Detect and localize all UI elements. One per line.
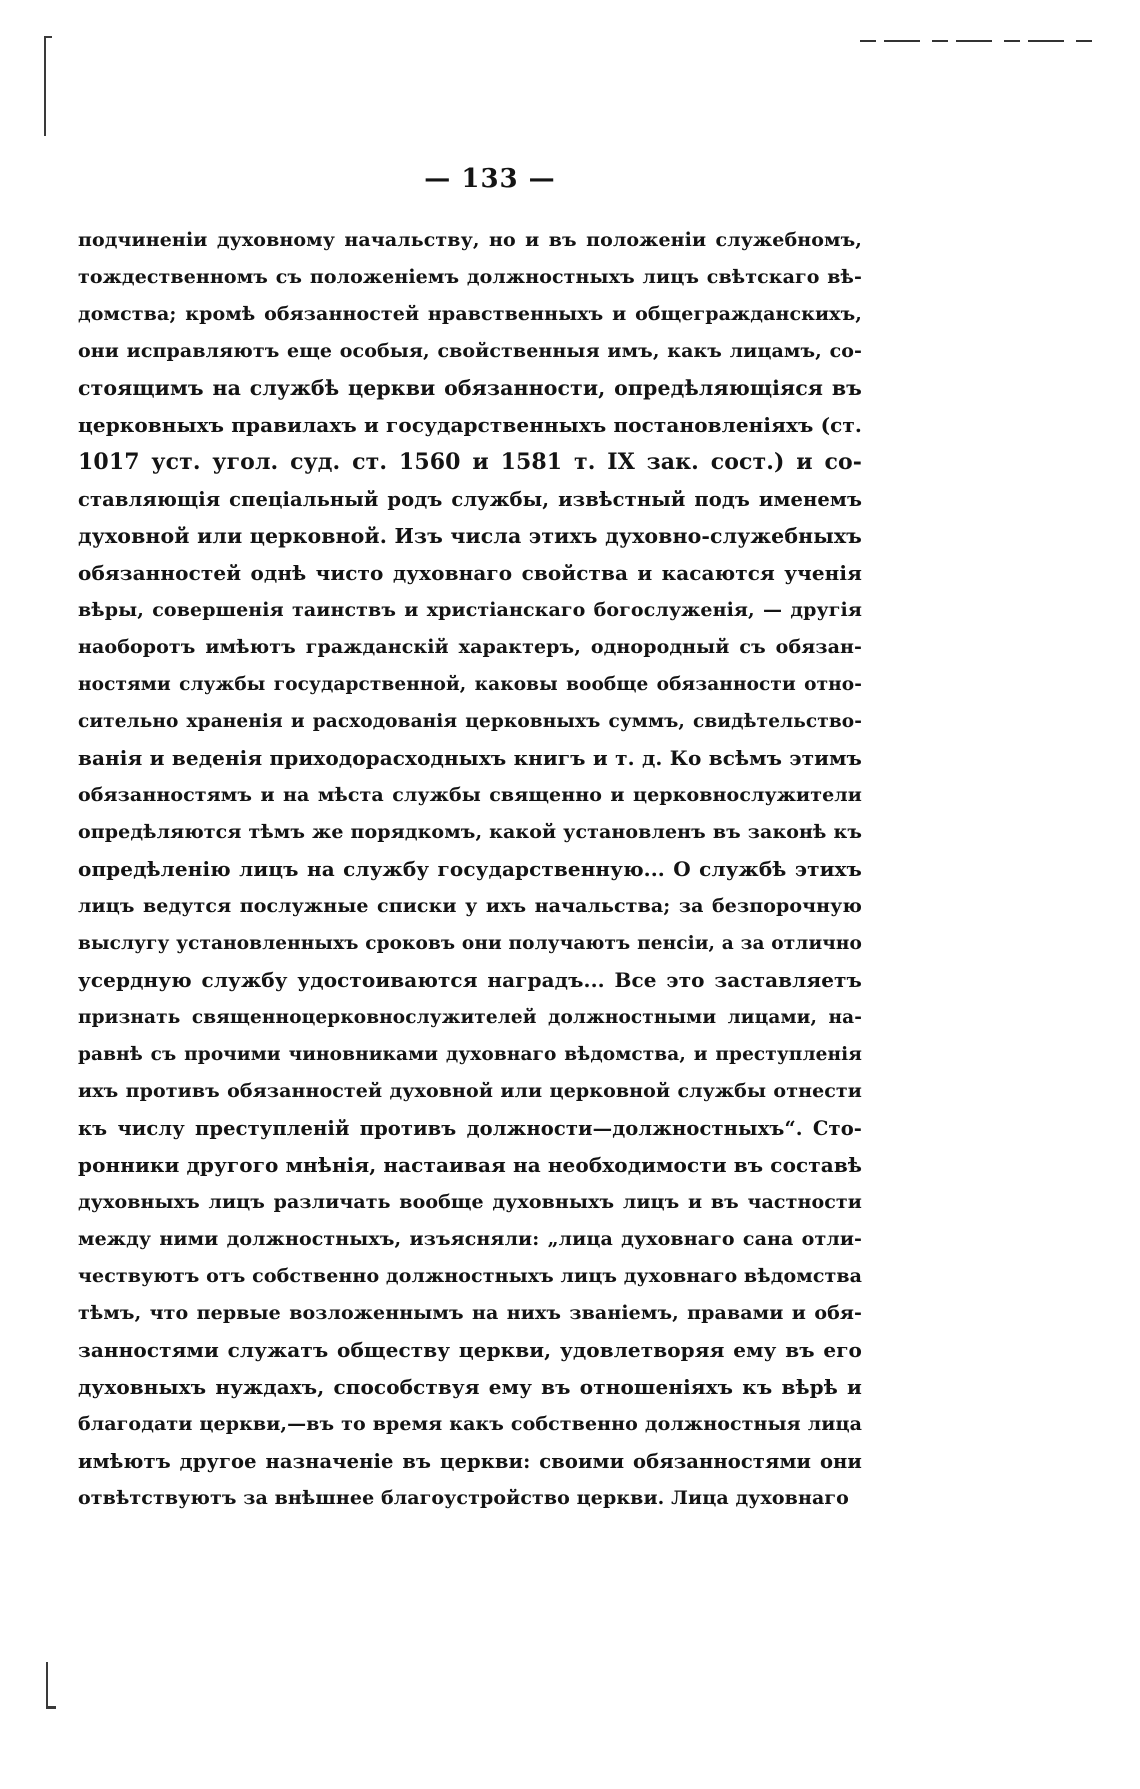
- text-line: ихъ противъ обязанностей духовной или церковной службы отнести: [78, 1080, 862, 1102]
- text-line: имѣютъ другое назначеніе въ церкви: своими обязанностями они: [78, 1450, 862, 1473]
- text-line: они исправляютъ еще особыя, свойственныя имъ, какъ лицамъ, со-: [78, 340, 862, 362]
- text-line: обязанностямъ и на мѣста службы священно и церковнослужители: [78, 784, 862, 806]
- text-line: тождественномъ съ положеніемъ должностныхъ лицъ свѣтскаго вѣ-: [78, 266, 862, 288]
- text-line: духовной или церковной. Изъ числа этихъ духовно-служебныхъ: [78, 524, 862, 548]
- scan-edge-mark: [44, 36, 46, 136]
- text-line: подчиненіи духовному начальству, но и въ положеніи служебномъ,: [78, 229, 862, 251]
- text-line: стоящимъ на службѣ церкви обязанности, опредѣляющіяся въ: [78, 376, 862, 400]
- text-line: равнѣ съ прочими чиновниками духовнаго вѣдомства, и преступленія: [78, 1044, 862, 1065]
- text-line: благодати церкви,—въ то время какъ собственно должностныя лица: [78, 1413, 862, 1435]
- text-line: опредѣленію лицъ на службу государственную... О службѣ этихъ: [78, 857, 862, 881]
- scan-edge-mark: [46, 1662, 48, 1708]
- body-text: [78, 222, 862, 1517]
- text-line: ванія и веденія приходорасходныхъ книгъ и т. д. Ко всѣмъ этимъ: [78, 746, 862, 770]
- scan-edge-mark: [860, 40, 1100, 42]
- scan-edge-mark: [46, 1706, 56, 1709]
- text-line: ставляющія спеціальный родъ службы, извѣстный подъ именемъ: [78, 488, 862, 511]
- text-line: обязанностей однѣ чисто духовнаго свойства и касаются ученія: [78, 561, 862, 585]
- text-line: сительно храненія и расходованія церковныхъ суммъ, свидѣтельство-: [78, 711, 862, 732]
- text-line: вѣры, совершенія таинствъ и христіанскаго богослуженія, — другія: [78, 599, 862, 621]
- text-line: къ числу преступленій противъ должности—должностныхъ“. Сто-: [78, 1117, 862, 1140]
- page-number: — 133 —: [424, 164, 556, 194]
- text-line: лицъ ведутся послужные списки у ихъ начальства; за безпорочную: [78, 895, 862, 917]
- text-line: выслугу установленныхъ сроковъ они получаютъ пенсіи, а за отлично: [78, 933, 862, 954]
- text-line: тѣмъ, что первые возложеннымъ на нихъ званіемъ, правами и обя-: [78, 1302, 862, 1324]
- text-line: признать священноцерковнослужителей должностными лицами, на-: [78, 1007, 862, 1028]
- text-line: отвѣтствуютъ за внѣшнее благоустройство церкви. Лица духовнаго: [78, 1487, 849, 1509]
- text-line: духовныхъ лицъ различать вообще духовныхъ лицъ и въ частности: [78, 1191, 862, 1213]
- text-line: домства; кромѣ обязанностей нравственныхъ и общегражданскихъ,: [78, 303, 862, 325]
- text-line: между ними должностныхъ, изъясняли: „лица духовнаго сана отли-: [78, 1228, 862, 1250]
- text-line: чествуютъ отъ собственно должностныхъ лицъ духовнаго вѣдомства: [78, 1265, 863, 1287]
- text-line: ностями службы государственной, каковы вообще обязанности отно-: [78, 674, 862, 695]
- text-line: церковныхъ правилахъ и государственныхъ постановленіяхъ (ст.: [78, 413, 862, 437]
- text-line: духовныхъ нуждахъ, способствуя ему въ отношеніяхъ къ вѣрѣ и: [78, 1375, 862, 1399]
- text-line: ронники другого мнѣнія, настаивая на необходимости въ составѣ: [78, 1153, 862, 1177]
- text-line: 1017 уст. угол. суд. ст. 1560 и 1581 т. IX зак. сост.) и со-: [78, 449, 862, 475]
- text-line: наоборотъ имѣютъ гражданскій характеръ, однородный съ обязан-: [78, 636, 862, 658]
- text-line: опредѣляются тѣмъ же порядкомъ, какой установленъ въ законѣ къ: [78, 821, 862, 843]
- text-line: усердную службу удостоиваются наградъ... Все это заставляетъ: [78, 968, 862, 992]
- text-line: занностями служатъ обществу церкви, удовлетворяя ему въ его: [78, 1338, 862, 1362]
